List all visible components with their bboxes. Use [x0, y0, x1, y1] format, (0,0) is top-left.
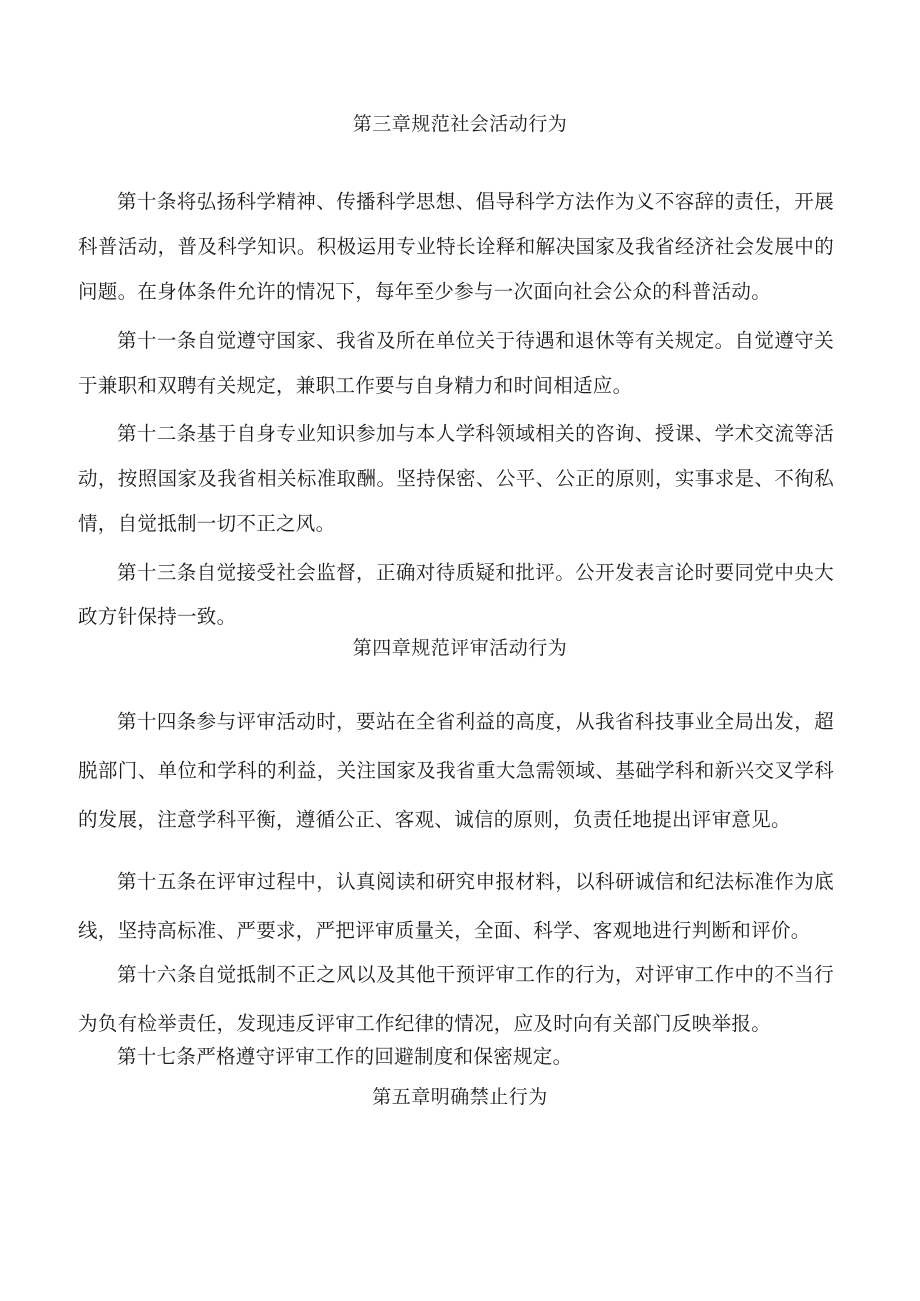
article-12: 第十二条基于自身专业知识参加与本人学科领域相关的咨询、授课、学术交流等活动，按照国家及我省相关标准取酬。坚持保密、公平、公正的原则，实事求是、不徇私情，自觉抵制一切不正之风。: [78, 422, 834, 535]
article-10: 第十条将弘扬科学精神、传播科学思想、倡导科学方法作为义不容辞的责任，开展科普活动，普及科学知识。积极运用专业特长诠释和解决国家及我省经济社会发展中的问题。在身体条件允许的情况下，每年至少参与一次面向社会公众的科普活动。: [78, 190, 834, 303]
article-15: 第十五条在评审过程中，认真阅读和研究申报材料，以科研诚信和纪法标准作为底线，坚持高标准、严要求，严把评审质量关，全面、科学、客观地进行判断和评价。: [78, 870, 834, 942]
article-13: 第十三条自觉接受社会监督，正确对待质疑和批评。公开发表言论时要同党中央大政方针保持一致。: [78, 561, 834, 628]
article-16: 第十六条自觉抵制不正之风以及其他干预评审工作的行为，对评审工作中的不当行为负有检举责任，发现违反评审工作纪律的情况，应及时向有关部门反映举报。: [78, 963, 834, 1035]
article-17: 第十七条严格遵守评审工作的回避制度和保密规定。: [117, 1045, 573, 1068]
chapter-3-heading: 第三章规范社会活动行为: [352, 113, 568, 135]
chapter-4-heading: 第四章规范评审活动行为: [352, 637, 568, 659]
article-11: 第十一条自觉遵守国家、我省及所在单位关于待遇和退休等有关规定。自觉遵守关于兼职和双聘有关规定，兼职工作要与自身精力和时间相适应。: [78, 329, 834, 397]
chapter-5-heading: 第五章明确禁止行为: [372, 1086, 548, 1108]
article-14: 第十四条参与评审活动时，要站在全省利益的高度，从我省科技事业全局出发，超脱部门、单位和学科的利益，关注国家及我省重大急需领域、基础学科和新兴交叉学科的发展，注意学科平衡，遵循公正、客观、诚信的原则，负责任地提出评审意见。: [78, 710, 834, 831]
